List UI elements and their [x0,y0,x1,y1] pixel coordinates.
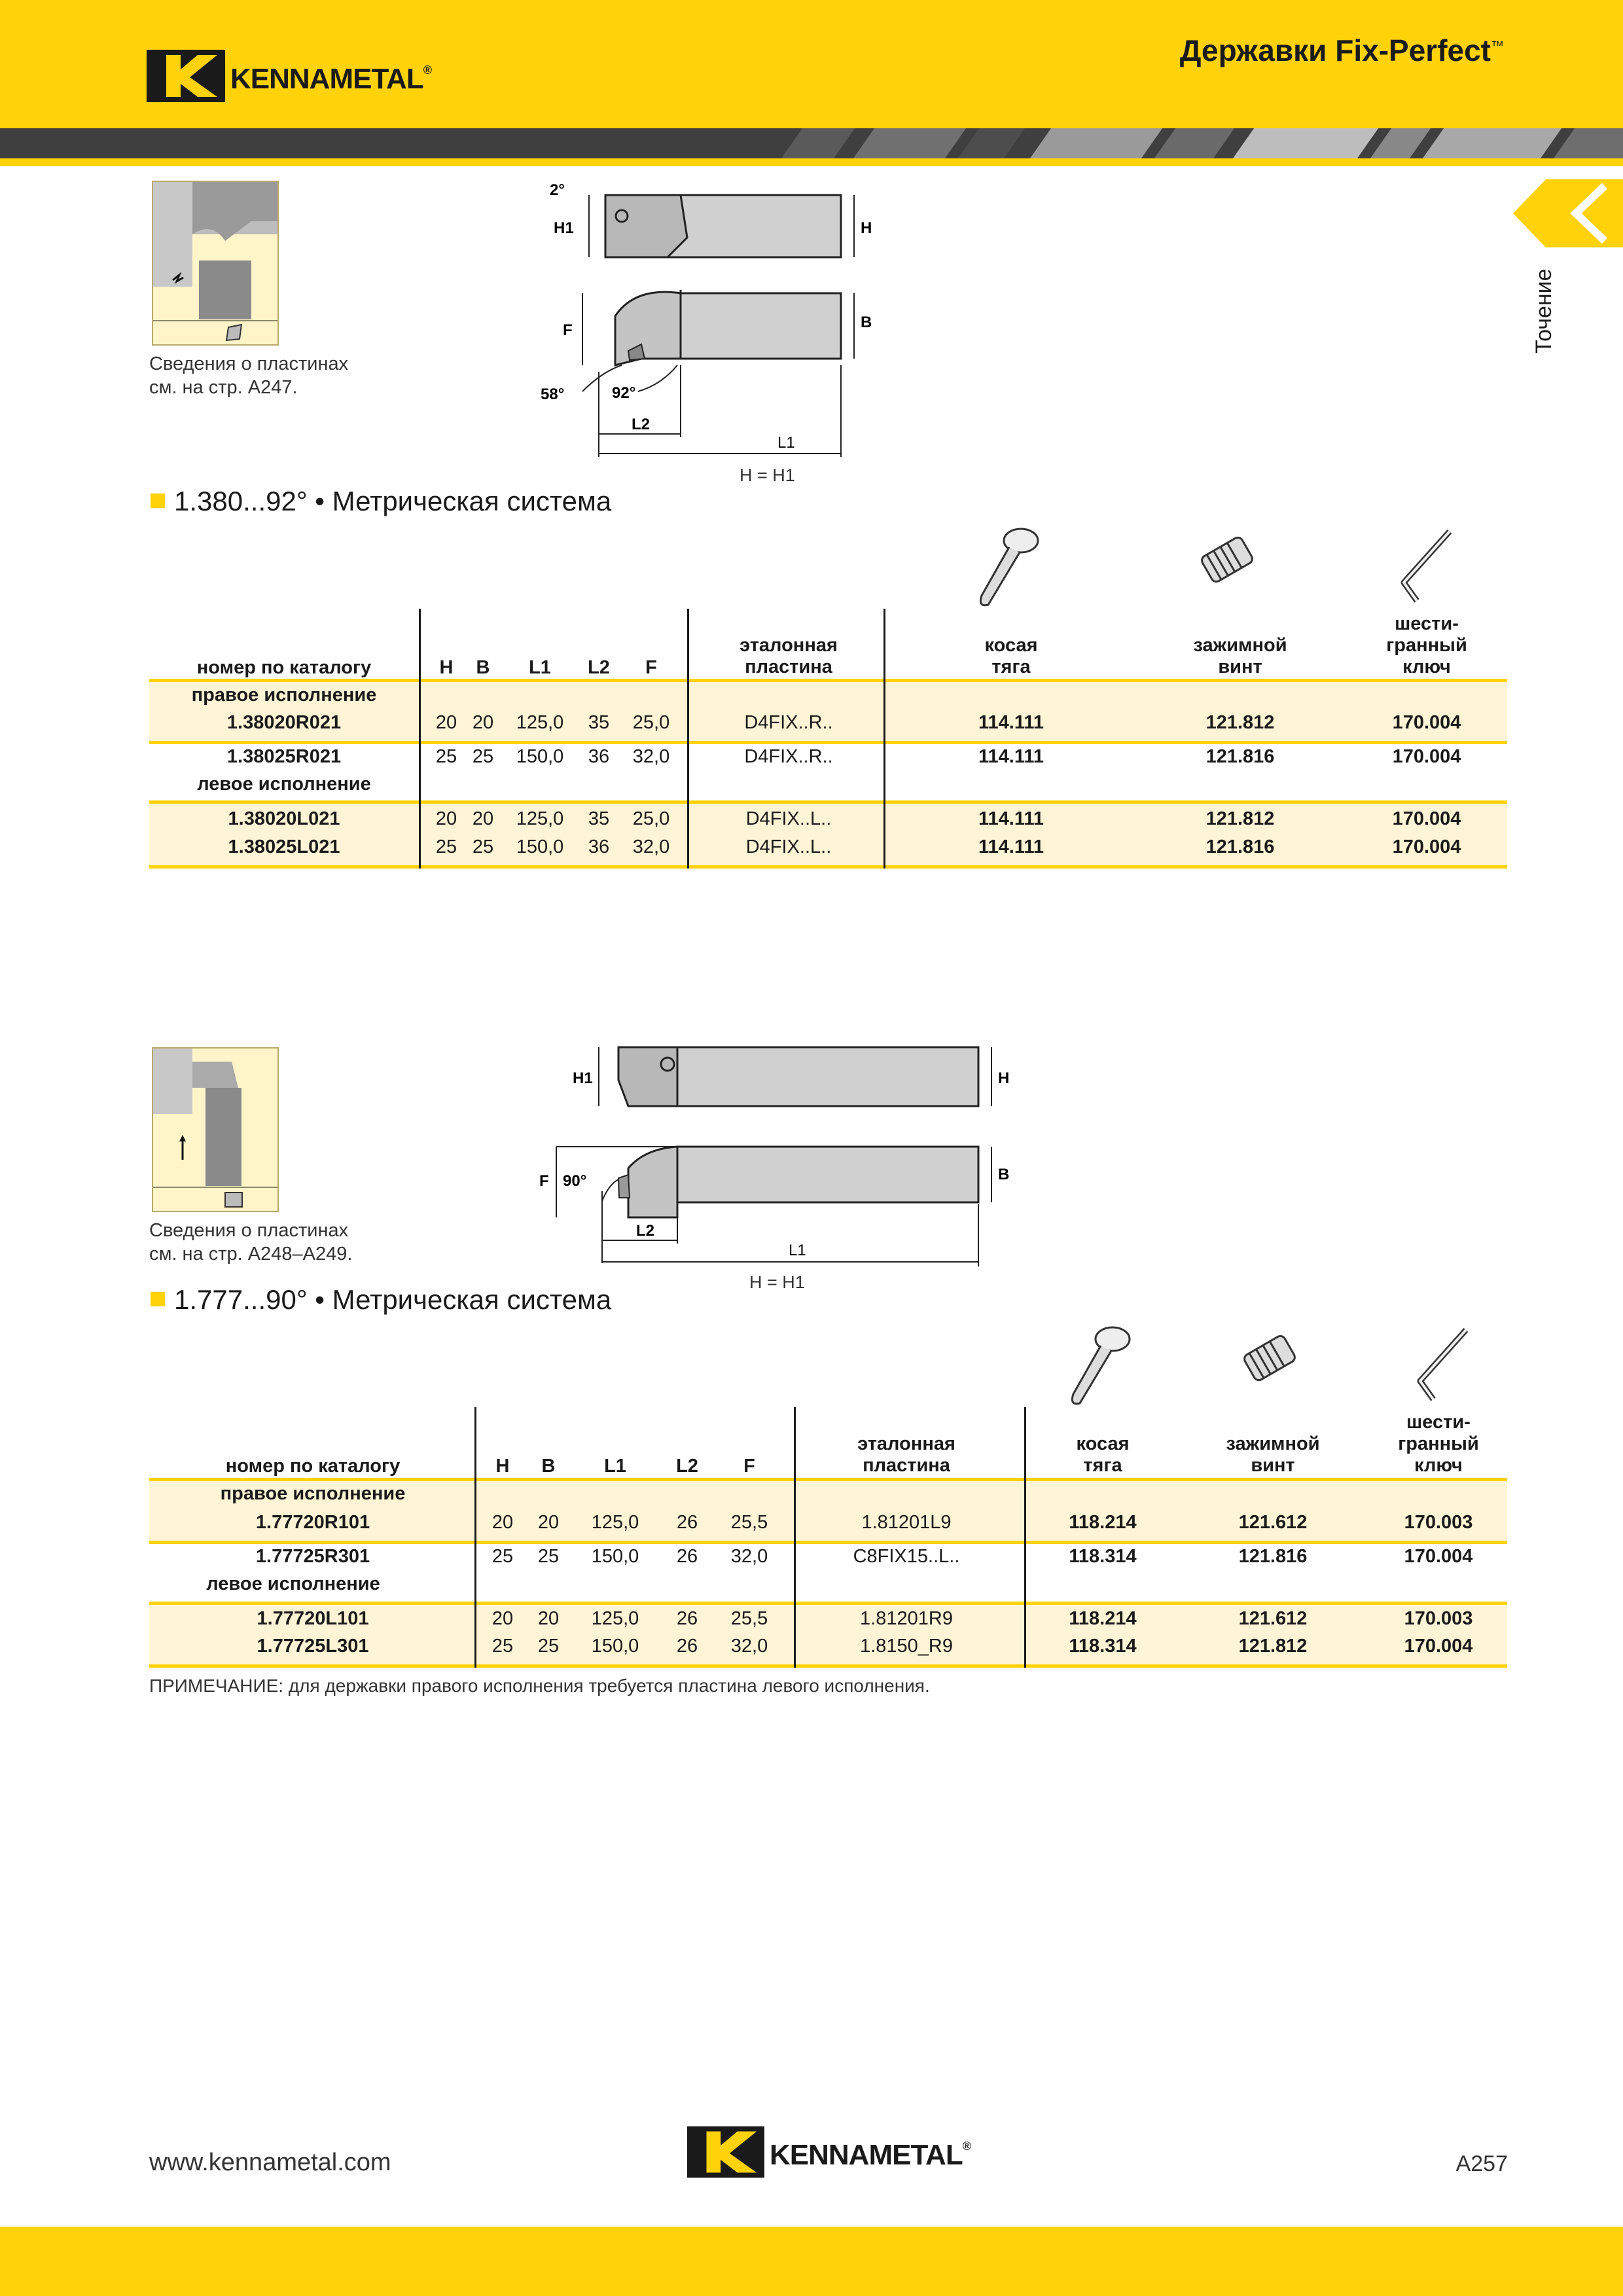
screw-code: 121.812 [1238,1636,1308,1657]
angled-rod-icon [1060,1322,1139,1414]
catalog-number: 1.38025R021 [226,746,342,767]
section-title-text: 1.777...90° • Метрическая система [174,1284,612,1315]
key-code: 170.004 [1404,1546,1473,1567]
turning-operation-icon [153,182,277,344]
screw-code: 121.612 [1238,1512,1308,1533]
catalog-number: 1.38025L021 [228,836,340,857]
dim-l2: 26 [676,1636,698,1657]
screw-code: 121.816 [1205,836,1275,857]
col-header-line: тяга [991,656,1031,677]
column-rule [1024,1407,1026,1668]
row-divider [149,679,1507,682]
col-header-line: косая [984,635,1038,656]
col-header-h: H [495,1456,510,1477]
col-header-rod [916,635,1106,678]
dim-l2: 35 [588,712,610,733]
dim-label: F [539,1172,549,1190]
col-header-line: шести- [1406,1412,1471,1433]
screw-code: 121.812 [1205,712,1275,733]
key-code: 170.004 [1392,746,1461,767]
col-header-line: гранный [1398,1433,1479,1454]
row-divider [149,865,1507,869]
brand-name: KENNAMETAL [770,2139,963,2171]
col-header-line: зажимной [1226,1433,1320,1454]
dim-h: 25 [491,1546,514,1567]
dim-l2: 36 [588,836,610,857]
catalog-number: 1.77720R101 [255,1512,370,1533]
kennametal-k-icon [147,50,225,102]
dim-b: 20 [537,1608,560,1629]
insert-code: D4FIX..R.. [744,746,833,767]
insert-thumbnail [152,181,279,346]
dim-l1: 125,0 [516,808,564,829]
screw-code: 121.816 [1238,1546,1308,1567]
insert-note [149,1219,352,1266]
dim-f: 25,0 [632,712,670,733]
brand-mark: ® [962,2140,971,2153]
col-header-screw [1145,635,1335,678]
rod-code: 118.314 [1069,1636,1137,1657]
col-header-line: пластина [745,656,832,677]
col-header-insert [694,635,883,678]
dim-label: B [861,314,872,331]
dim-f: 25,5 [730,1608,768,1629]
brand-logo [147,50,431,102]
col-header-line: зажимной [1193,635,1287,656]
col-header-line: ключ [1414,1455,1463,1476]
dim-l2: 26 [676,1608,698,1629]
insert-code: D4FIX..L.. [745,808,832,829]
key-code: 170.004 [1392,836,1461,857]
dim-label: L1 [789,1242,806,1259]
dim-f: 32,0 [632,746,670,767]
col-header-line: ключ [1402,656,1451,677]
dim-h: 20 [435,712,457,733]
col-header-line: эталонная [857,1433,955,1454]
dim-l2: 35 [588,808,610,829]
brand-mark: ® [423,63,431,77]
catalog-number: 1.38020L021 [228,808,340,829]
side-tab-chevron-icon [1513,179,1623,247]
dim-label: H [861,219,872,237]
dim-label: 2° [550,181,565,199]
group-label-right: правое исполнение [220,1483,406,1504]
dim-h: 20 [435,808,457,829]
col-header-l1: L1 [604,1456,626,1477]
rod-code: 114.111 [978,808,1044,829]
row-divider [149,1541,1507,1544]
row-divider [149,1602,1507,1605]
insert-code: D4FIX..R.. [744,712,833,733]
dim-l1: 150,0 [516,836,564,857]
column-rule [883,609,885,869]
rod-code: 118.214 [1069,1512,1137,1533]
column-rule [687,609,689,869]
rod-code: 114.111 [978,712,1044,733]
dim-label: H [998,1069,1010,1087]
dim-label: B [998,1166,1010,1183]
dim-b: 25 [537,1546,560,1567]
insert-code: 1.8150_R9 [860,1636,953,1657]
kennametal-k-icon [687,2126,764,2178]
screw-code: 121.816 [1205,746,1275,767]
screw-code: 121.612 [1238,1608,1308,1629]
dim-f: 32,0 [632,836,670,857]
insert-note-line: Сведения о пластинах [149,1220,349,1241]
trademark-mark: ™ [1491,39,1504,54]
col-header-insert [795,1433,1018,1477]
side-tab-text: Точение [1531,268,1556,353]
footer-band [0,2227,1623,2296]
rod-code: 118.214 [1069,1608,1137,1629]
column-rule [419,609,421,869]
dim-label: 58° [541,386,565,403]
side-tab-label [1531,268,1571,367]
section-marker [151,1292,165,1306]
dim-b: 25 [537,1636,560,1657]
catalog-number: 1.77720L101 [257,1608,369,1629]
col-header-l1: L1 [529,657,551,678]
dim-label: H1 [554,219,574,237]
insert-code: 1.81201L9 [861,1512,952,1533]
dim-l1: 150,0 [516,746,564,767]
dim-label: F [563,321,573,339]
footer-logo [687,2126,971,2179]
col-header-line: пластина [863,1455,950,1476]
footer-url[interactable]: www.kennametal.com [149,2149,391,2176]
dim-f: 25,5 [730,1512,768,1533]
hex-key-icon [1384,524,1463,615]
col-header-f: F [743,1456,755,1477]
header-underline [0,158,1623,166]
dim-b: 20 [472,808,494,829]
col-header-b: B [541,1456,556,1477]
col-header-screw [1207,1433,1338,1477]
dim-l1: 150,0 [591,1546,639,1567]
brand-name: KENNAMETAL [230,63,423,95]
col-header-h: H [439,657,454,678]
dim-h: 25 [435,836,457,857]
row-divider [149,1664,1507,1668]
section-marker [151,493,165,508]
insert-note-line: Сведения о пластинах [149,353,349,374]
col-header-b: B [476,657,490,678]
dim-h: 25 [491,1636,514,1657]
dim-label: L1 [777,434,795,452]
page-title-text: Державки Fix-Perfect [1179,33,1491,67]
section-title [151,486,611,517]
insert-code: C8FIX15..L.. [853,1546,960,1567]
col-header-key [1332,613,1522,678]
col-header-line: эталонная [740,635,838,656]
dim-f: 32,0 [730,1636,768,1657]
insert-note-line: см. на стр. A248–A249. [149,1244,353,1265]
dim-label: L2 [632,416,651,433]
row-divider [149,741,1507,744]
drawing-equation: H = H1 [740,465,795,485]
catalog-number: 1.38020R021 [226,712,342,733]
col-header-line: косая [1076,1433,1130,1454]
dim-l1: 125,0 [591,1512,639,1533]
row-divider [149,1478,1507,1481]
rod-code: 114.111 [978,836,1044,857]
insert-thumbnail [152,1047,279,1212]
col-header-l2: L2 [676,1456,698,1477]
key-code: 170.004 [1392,808,1461,829]
key-code: 170.004 [1404,1636,1473,1657]
toolholder-drawing [530,175,1027,490]
key-code: 170.003 [1404,1608,1473,1629]
angled-rod-icon [969,524,1047,615]
dim-label: 92° [612,384,636,402]
dim-b: 20 [537,1512,560,1533]
row-divider [149,800,1507,804]
col-header-l2: L2 [588,657,610,678]
dim-l1: 150,0 [591,1636,639,1657]
group-label-left: левое исполнение [206,1573,380,1594]
screw-code: 121.812 [1205,808,1275,829]
key-code: 170.003 [1404,1512,1473,1533]
catalog-number: 1.77725R301 [255,1546,370,1567]
col-header-line: винт [1251,1455,1295,1476]
header-stripe [0,128,1623,158]
insert-note [149,352,348,399]
col-header-key [1373,1412,1504,1477]
dim-label: 90° [563,1172,587,1190]
group-label-right: правое исполнение [191,685,377,706]
col-header-line: винт [1218,656,1262,677]
dim-b: 25 [472,746,494,767]
dim-f: 25,0 [632,808,670,829]
dim-label: L2 [636,1222,655,1240]
footnote: ПРИМЕЧАНИЕ: для державки правого исполнения требуется пластина левого исполнения. [149,1676,930,1696]
dim-h: 25 [435,746,457,767]
hex-key-icon [1400,1322,1479,1414]
facing-operation-icon [153,1049,277,1211]
dim-l1: 125,0 [591,1608,639,1629]
dim-l2: 36 [588,746,610,767]
clamping-screw-icon [1191,527,1263,592]
toolholder-drawing [537,1041,1034,1302]
insert-note-line: см. на стр. A247. [149,377,298,398]
col-header-f: F [645,657,657,678]
catalog-number: 1.77725L301 [257,1636,369,1657]
col-header-line: гранный [1386,635,1467,656]
dim-label: H1 [573,1069,593,1087]
col-header-catalog: номер по каталогу [196,657,372,678]
dim-l1: 125,0 [516,712,564,733]
col-header-catalog: номер по каталогу [225,1456,401,1477]
col-header-line: тяга [1083,1455,1122,1476]
drawing-equation: H = H1 [749,1272,805,1292]
section-title-text: 1.380...92° • Метрическая система [174,486,612,516]
section-title [151,1284,611,1316]
page-title [1180,33,1504,68]
rod-code: 118.314 [1069,1546,1137,1567]
insert-code: D4FIX..L.. [745,836,832,857]
col-header-rod [1037,1433,1168,1477]
clamping-screw-icon [1234,1325,1306,1391]
group-label-left: левое исполнение [197,774,371,795]
rod-code: 114.111 [978,746,1044,767]
dim-l2: 26 [676,1546,698,1567]
dim-b: 20 [472,712,494,733]
insert-code: 1.81201R9 [860,1608,953,1629]
col-header-line: шести- [1395,613,1459,634]
key-code: 170.004 [1392,712,1461,733]
dim-f: 32,0 [730,1546,768,1567]
dim-b: 25 [472,836,494,857]
page-number: A257 [1455,2151,1508,2176]
dim-h: 20 [491,1608,514,1629]
dim-h: 20 [491,1512,514,1533]
dim-l2: 26 [676,1512,698,1533]
